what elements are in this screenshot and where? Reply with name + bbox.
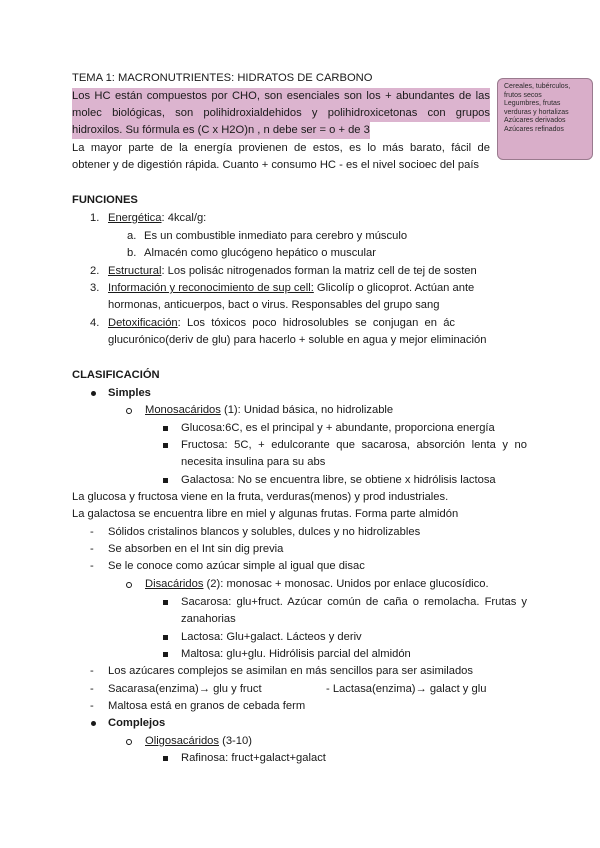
- paragraph-line: La glucosa y fructosa viene en la fruta, verduras(menos) y prod industriales.: [72, 491, 449, 503]
- bullet-square-icon: [163, 756, 168, 761]
- oligosacaridos-item: [145, 733, 252, 750]
- complejos-heading: Complejos: [108, 717, 166, 729]
- side-note-line: Azúcares derivados: [504, 117, 566, 125]
- dash-bullet: -: [90, 543, 94, 555]
- bullet-square-icon: [163, 635, 168, 640]
- dash-bullet: -: [90, 683, 94, 695]
- term: Monosacáridos: [145, 404, 221, 416]
- list-letter: b.: [127, 247, 137, 259]
- clasificacion-heading: CLASIFICACIÓN: [72, 369, 160, 381]
- bullet-square-icon: [163, 600, 168, 605]
- text: (2): monosac + monosac. Unidos por enlace glucosídico.: [203, 578, 489, 590]
- side-note-line: verduras y hortalizas: [504, 108, 569, 116]
- bullet-square-icon: [163, 426, 168, 431]
- bullet-circle-icon: [126, 739, 132, 745]
- funcion-detoxificacion-line-2: glucurónico(deriv de glu) para hacerlo + soluble en agua y mejor eliminación: [108, 334, 487, 346]
- text: : Los tóxicos poco hidrosolubles se conjugan en ác: [177, 317, 456, 329]
- funcion-informacion: [108, 280, 528, 297]
- page-title: TEMA 1: MACRONUTRIENTES: HIDRATOS DE CARBONO: [72, 72, 373, 84]
- bullet-square-icon: [163, 443, 168, 448]
- text: Glicolíp o glicoprot. Actúan ante: [313, 282, 475, 294]
- funciones-heading: FUNCIONES: [72, 194, 138, 206]
- list-number: 4.: [90, 317, 100, 329]
- dash-bullet: -: [90, 665, 94, 677]
- side-note-line: Cereales, tubérculos,: [504, 83, 571, 90]
- dash-item: Los azúcares complejos se asimilan en más sencillos para ser asimilados: [108, 665, 473, 677]
- list-number: 1.: [90, 212, 100, 224]
- list-number: 3.: [90, 282, 100, 294]
- list-number: 2.: [90, 265, 100, 277]
- funcion-informacion-line-2: hormonas, anticuerpos, bact o virus. Responsables del grupo sang: [108, 299, 440, 311]
- term: Energética: [108, 212, 162, 224]
- list-letter: a.: [127, 230, 137, 242]
- paragraph-line: La galactosa se encuentra libre en miel y algunas frutas. Forma parte almidón: [72, 508, 459, 520]
- text: (1): Unidad básica, no hidrolizable: [220, 404, 394, 416]
- bullet-dot-icon: [91, 391, 96, 396]
- term: Estructural: [108, 265, 162, 277]
- dash-item: Se absorben en el Int sin dig previa: [108, 543, 284, 555]
- dash-item: Sólidos cristalinos blancos y solubles, dulces y no hidrolizables: [108, 526, 421, 538]
- intro-highlight-line-2: molec biológicas, son polihidroxialdehidos y polihidroxicetonas con grupos: [72, 105, 490, 122]
- glucosa-item: Glucosa:6C, es el principal y + abundante, proporciona energía: [181, 422, 495, 434]
- dash-item: Se le conoce como azúcar simple al igual que disac: [108, 560, 365, 572]
- maltosa-item: Maltosa: glu+glu. Hidrólisis parcial del almidón: [181, 648, 411, 660]
- term: Detoxificación: [108, 317, 178, 329]
- intro-line-2: obtener y de digestión rápida. Cuanto + consumo HC - es el nivel socioec del país: [72, 159, 480, 171]
- funcion-estructural: [108, 263, 477, 280]
- fructosa-item-line-2: necesita insulina para su abs: [181, 456, 326, 468]
- intro-line-1: La mayor parte de la energía provienen de estos, es lo más barato, fácil de: [72, 142, 490, 154]
- side-note-line: frutos secos: [504, 91, 542, 99]
- funcion-energetica: [108, 210, 206, 227]
- dash-bullet: -: [90, 526, 94, 538]
- bullet-square-icon: [163, 652, 168, 657]
- fructosa-item: Fructosa: 5C, + edulcorante que sacarosa, absorción lenta y no: [181, 439, 527, 451]
- list-item: Almacén como glucógeno hepático o muscular: [144, 247, 376, 259]
- rafinosa-item: Rafinosa: fruct+galact+galact: [181, 752, 326, 764]
- term: Disacáridos: [145, 578, 204, 590]
- dash-bullet: -: [90, 700, 94, 712]
- dash-item: Maltosa está en granos de cebada ferm: [108, 700, 306, 712]
- dash-bullet: -: [90, 560, 94, 572]
- term: Información y reconocimiento de sup cell:: [108, 282, 314, 294]
- bullet-circle-icon: [126, 582, 132, 588]
- side-note-line: Legumbres, frutas: [504, 100, 561, 108]
- sacarosa-item: Sacarosa: glu+fruct. Azúcar común de caña o remolacha. Frutas y: [181, 596, 527, 608]
- bullet-circle-icon: [126, 408, 132, 414]
- side-note-line: Azúcares refinados: [504, 125, 564, 133]
- bullet-square-icon: [163, 478, 168, 483]
- dash-item-secondary: - Lactasa(enzima)→ galact y glu: [326, 683, 487, 695]
- intro-highlight-line-1: Los HC están compuestos por CHO, son esenciales son los + abundantes de las: [72, 88, 490, 105]
- funcion-detoxificacion: [108, 315, 455, 332]
- simples-heading: Simples: [108, 387, 151, 399]
- dash-item: Sacarasa(enzima)→ glu y fruct: [108, 683, 262, 695]
- galactosa-item: Galactosa: No se encuentra libre, se obtiene x hidrólisis lactosa: [181, 474, 496, 486]
- text: : Los polisác nitrogenados forman la matriz cell de tej de sosten: [161, 265, 477, 277]
- term: Oligosacáridos: [145, 735, 219, 747]
- bullet-dot-icon: [91, 721, 96, 726]
- text: (3-10): [219, 735, 252, 747]
- side-note-box: [497, 78, 593, 160]
- list-item: Es un combustible inmediato para cerebro y músculo: [144, 230, 408, 242]
- lactosa-item: Lactosa: Glu+galact. Lácteos y deriv: [181, 631, 362, 643]
- disacaridos-item: [145, 576, 489, 593]
- text: : 4kcal/g:: [161, 212, 207, 224]
- sacarosa-item-line-2: zanahorias: [181, 613, 236, 625]
- monosacaridos-item: [145, 402, 393, 419]
- intro-highlight-line-3: hidroxilos. Su fórmula es (C x H2O)n , n debe ser = o + de 3: [72, 122, 370, 139]
